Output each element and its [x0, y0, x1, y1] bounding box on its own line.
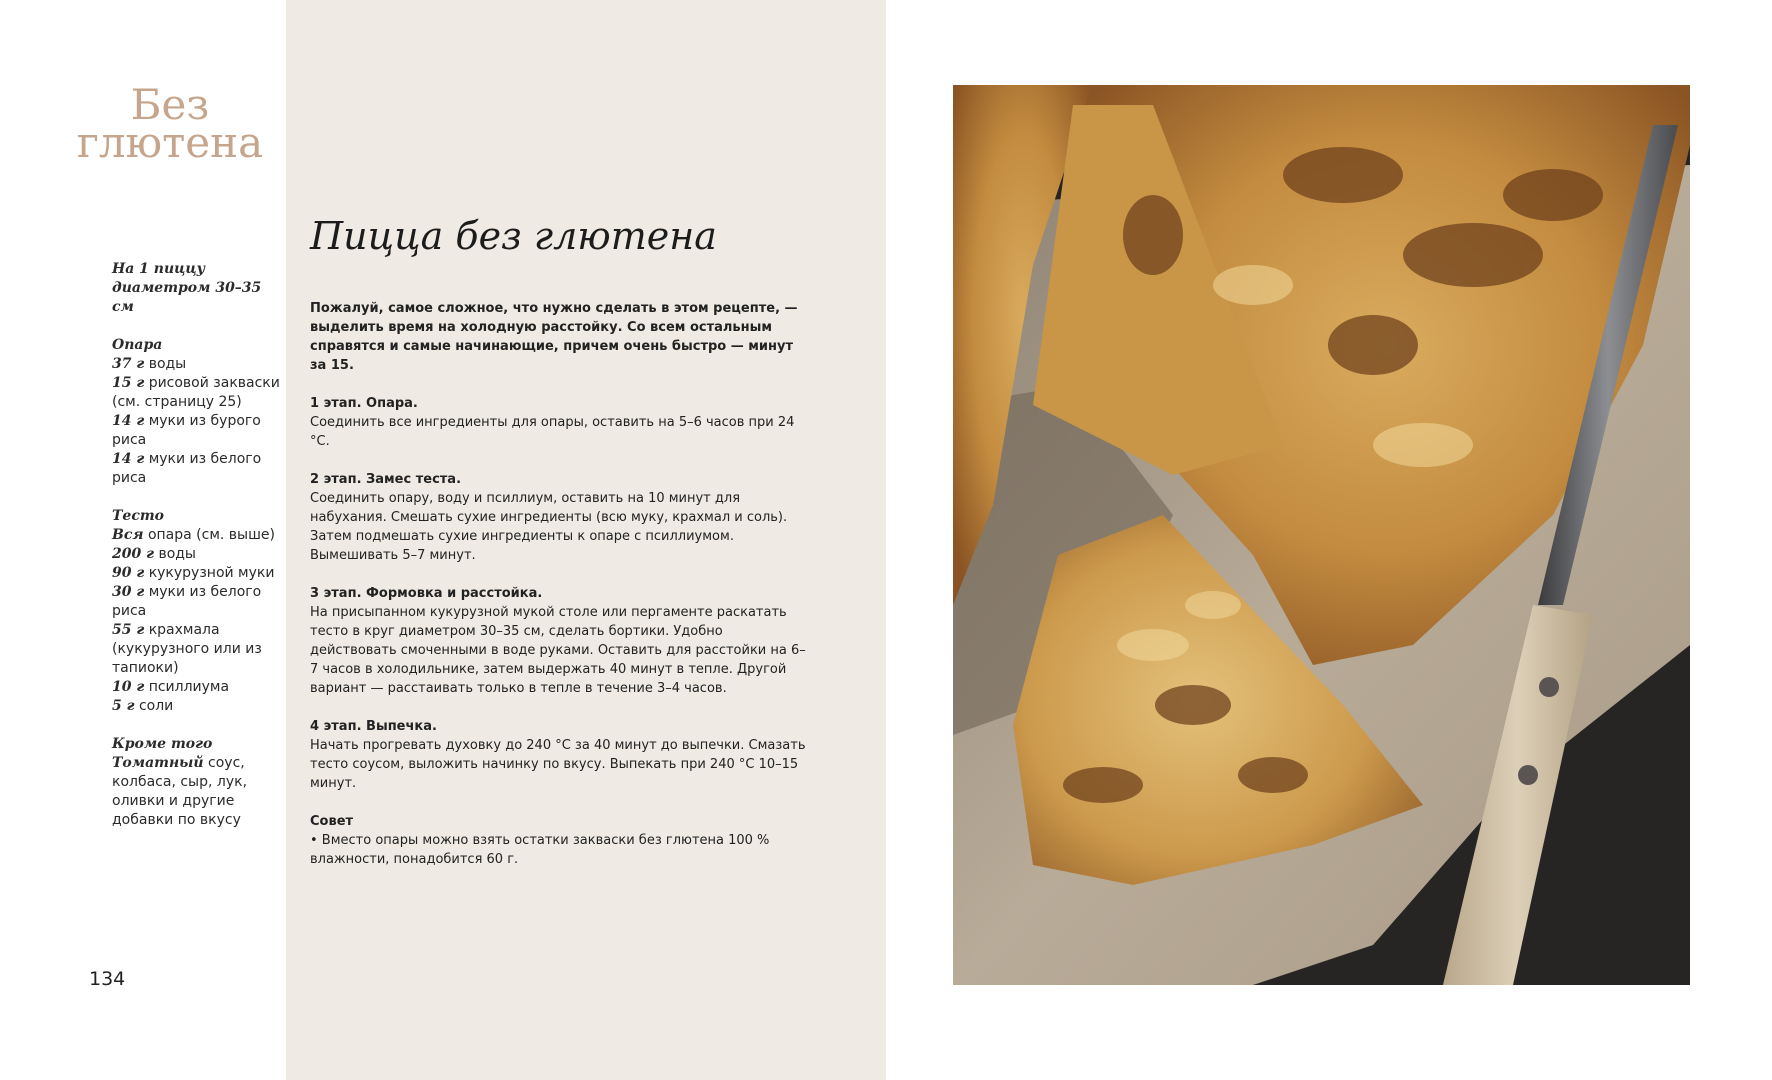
ingredient-group-title: Тесто	[112, 508, 165, 524]
recipe-step-title: 2 этап. Замес теста.	[310, 472, 462, 487]
section-title-line2: глютена	[76, 118, 264, 167]
ingredient-item	[112, 678, 284, 697]
ingredient-amount: 14 г	[112, 413, 145, 429]
knife-rivet	[1518, 765, 1538, 785]
ingredients-column	[112, 260, 284, 849]
ingredient-group-title: Опара	[112, 337, 163, 353]
ingredient-text: муки из белого риса	[112, 451, 262, 486]
recipe-tip	[310, 812, 810, 869]
pizza-photo-illustration	[953, 85, 1690, 985]
ingredient-item	[112, 355, 284, 374]
knife-rivet	[1539, 677, 1559, 697]
recipe-step	[310, 470, 810, 565]
ingredient-item	[112, 583, 284, 621]
ingredient-amount: 10 г	[112, 679, 145, 695]
ingredient-text: соус, колбаса, сыр, лук, оливки и другие добавки по вкусу	[112, 755, 248, 828]
ingredient-item	[112, 545, 284, 564]
recipe-tip-text: • Вместо опары можно взять остатки закваски без глютена 100 % влажности, понадобится 60 г.	[310, 833, 770, 867]
recipe-step-title: 4 этап. Выпечка.	[310, 719, 437, 734]
ingredient-amount: 200 г	[112, 546, 154, 562]
ingredient-text: псиллиума	[148, 679, 230, 695]
recipe-step-text: Начать прогревать духовку до 240 °С за 40 минут до выпечки. Смазать тесто соусом, выложить начинку по вкусу. Выпекать при 240 °С 10–15 минут.	[310, 738, 806, 791]
ingredient-item	[112, 412, 284, 450]
ingredient-group-title: Кроме того	[112, 736, 213, 752]
ingredient-text: опара (см. выше)	[147, 527, 275, 543]
ingredient-item	[112, 697, 284, 716]
ingredient-amount: 30 г	[112, 584, 145, 600]
ingredient-text: кукурузной муки	[148, 565, 275, 581]
ingredient-item	[112, 621, 284, 678]
ingredient-text: соли	[138, 698, 174, 714]
section-title	[50, 80, 290, 167]
ingredient-group-starter	[112, 336, 284, 488]
ingredient-text: муки из белого риса	[112, 584, 262, 619]
ingredients-yield-group	[112, 260, 284, 317]
ingredient-text: воды	[158, 546, 196, 562]
recipe-body	[310, 299, 810, 888]
recipe-step-title: 1 этап. Опара.	[310, 396, 418, 411]
pizza-photo	[953, 85, 1690, 985]
ingredient-text: рисовой закваски (см. страницу 25)	[112, 375, 280, 410]
recipe-step-text: Соединить все ингредиенты для опары, оставить на 5–6 часов при 24 °С.	[310, 415, 795, 449]
ingredient-text: крахмала (кукурузного или из тапиоки)	[112, 622, 262, 676]
ingredient-amount: 37 г	[112, 356, 145, 372]
ingredients-yield: На 1 пиццу диаметром 30–35 см	[112, 261, 262, 315]
ingredient-item	[112, 374, 284, 412]
ingredient-amount: 15 г	[112, 375, 145, 391]
recipe-step	[310, 584, 810, 698]
ingredient-amount: 90 г	[112, 565, 145, 581]
ingredient-group-dough	[112, 507, 284, 716]
ingredient-item	[112, 754, 284, 830]
section-title-line1: Без	[130, 80, 210, 129]
page-number: 134	[89, 968, 126, 990]
recipe-step-text: Соединить опару, воду и псиллиум, оставить на 10 минут для набухания. Смешать сухие ингредиенты (всю муку, крахмал и соль). Затем подмешать сухие ингредиенты к опаре с псиллиумом. Вымешивать 5–7 минут.	[310, 491, 788, 563]
recipe-step	[310, 717, 810, 793]
recipe-title: Пицца без глютена	[310, 214, 717, 258]
ingredient-amount: 14 г	[112, 451, 145, 467]
ingredient-amount: 55 г	[112, 622, 145, 638]
ingredient-item	[112, 564, 284, 583]
ingredient-amount: Томатный	[112, 755, 204, 771]
ingredient-text: муки из бурого риса	[112, 413, 261, 448]
ingredient-item	[112, 526, 284, 545]
recipe-tip-title: Совет	[310, 814, 354, 829]
recipe-step-title: 3 этап. Формовка и расстойка.	[310, 586, 543, 601]
recipe-intro: Пожалуй, самое сложное, что нужно сделать в этом рецепте, — выделить время на холодную расстойку. Со всем остальным справятся и самые начинающие, причем очень быстро — минут за 15.	[310, 301, 798, 373]
ingredient-amount: 5 г	[112, 698, 135, 714]
ingredient-group-extra	[112, 735, 284, 830]
recipe-step	[310, 394, 810, 451]
ingredient-amount: Вся	[112, 527, 144, 543]
ingredient-text: воды	[148, 356, 187, 372]
ingredient-item	[112, 450, 284, 488]
recipe-step-text: На присыпанном кукурузной мукой столе или пергаменте раскатать тесто в круг диаметром 30–35 см, сделать бортики. Удобно действовать смоченными в воде руками. Оставить для расстойки на 6–7 часов в холодильнике, затем выдержать 40 минут в тепле. Другой вариант — расстаивать только в тепле в течение 3–4 часов.	[310, 605, 806, 696]
